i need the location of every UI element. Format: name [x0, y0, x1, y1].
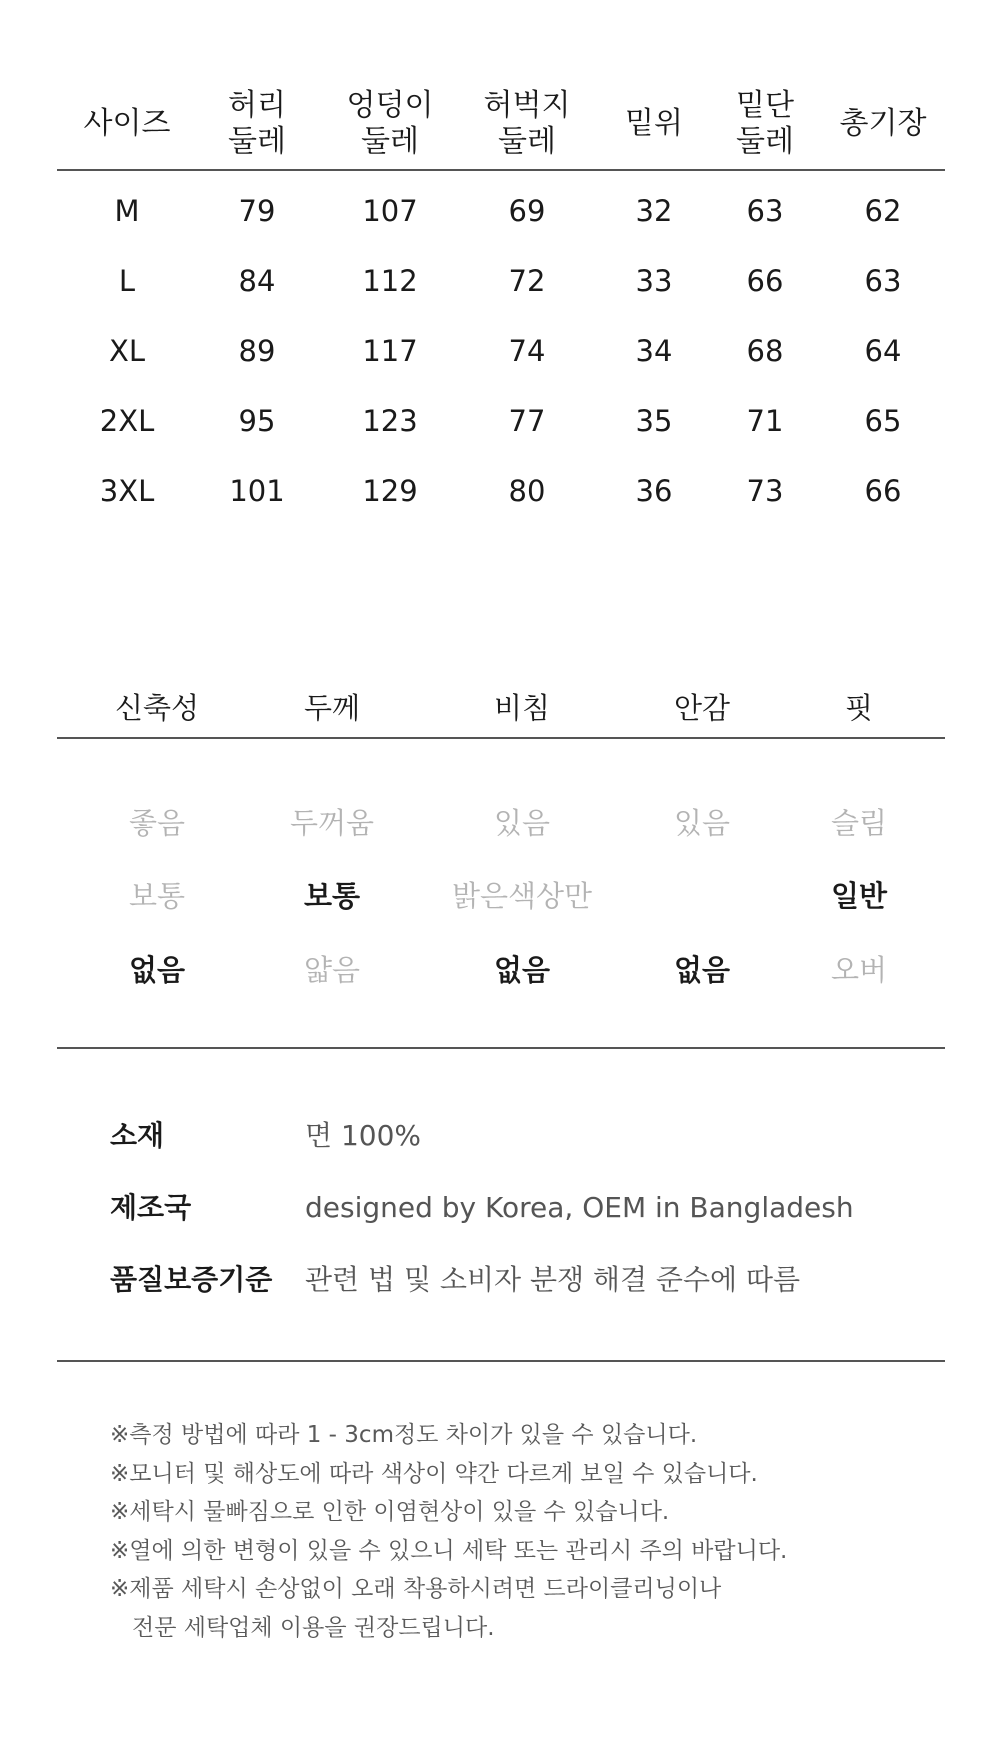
info-bottom-divider: [57, 1360, 945, 1362]
size-cell: 63: [746, 194, 784, 228]
property-option: 있음: [493, 806, 551, 840]
property-option: 보통: [303, 879, 361, 913]
size-cell: 95: [238, 404, 276, 438]
size-cell: 62: [864, 194, 902, 228]
care-notes: [110, 1416, 940, 1647]
size-row-m: [57, 186, 945, 236]
size-header-hem: 밑단 둘레: [736, 88, 794, 159]
note-line: ※모니터 및 해상도에 따라 색상이 약간 다르게 보일 수 있습니다.: [110, 1460, 758, 1487]
size-cell: 80: [508, 474, 546, 508]
note-line: 전문 세탁업체 이용을 권장드립니다.: [132, 1614, 495, 1641]
note-line: ※측정 방법에 따라 1 - 3cm정도 차이가 있을 수 있습니다.: [110, 1422, 698, 1448]
property-option: 밝은색상만: [451, 879, 593, 913]
size-cell: 71: [746, 404, 784, 438]
size-cell: 63: [864, 264, 902, 298]
property-header-stretch: 신축성: [114, 691, 200, 725]
size-row-2xl: [57, 396, 945, 446]
size-cell: 35: [635, 404, 673, 438]
property-option: 얇음: [303, 953, 361, 987]
property-option: 두꺼움: [289, 806, 375, 840]
size-cell: 107: [362, 194, 418, 228]
size-row-3xl: [57, 466, 945, 516]
size-header-thigh: 허벅지 둘레: [483, 88, 571, 159]
size-cell: M: [114, 194, 140, 228]
property-option: 일반: [830, 879, 888, 913]
size-cell: 112: [362, 264, 418, 298]
size-cell: 77: [508, 404, 546, 438]
size-cell: 68: [746, 334, 784, 368]
note-line: ※열에 의한 변형이 있을 수 있으니 세탁 또는 관리시 주의 바랍니다.: [110, 1537, 788, 1564]
size-cell: 3XL: [99, 474, 155, 508]
properties-bottom-divider: [57, 1047, 945, 1049]
size-cell: 89: [238, 334, 276, 368]
size-header-waist: 허리 둘레: [228, 88, 286, 159]
size-cell: 123: [362, 404, 418, 438]
size-cell: 2XL: [99, 404, 155, 438]
size-cell: 101: [229, 474, 285, 508]
info-value: 관련 법 및 소비자 분쟁 해결 준수에 따름: [305, 1263, 801, 1296]
property-option: 없음: [128, 953, 186, 987]
info-row-material: [110, 1111, 950, 1161]
info-row-origin: [110, 1183, 950, 1233]
size-cell: XL: [108, 334, 146, 368]
size-cell: 73: [746, 474, 784, 508]
size-table-header: [57, 84, 945, 164]
size-cell: 34: [635, 334, 673, 368]
property-header-fit: 핏: [844, 691, 873, 725]
info-label: 소재: [110, 1119, 165, 1152]
property-option: 없음: [673, 953, 731, 987]
property-option: 슬림: [830, 806, 888, 840]
property-option: 오버: [830, 953, 888, 987]
size-cell: 65: [864, 404, 902, 438]
size-cell: 33: [635, 264, 673, 298]
property-option: 있음: [673, 806, 731, 840]
size-cell: 66: [746, 264, 784, 298]
property-header-thickness: 두께: [303, 691, 361, 725]
property-option: 보통: [128, 879, 186, 913]
info-row-quality: [110, 1255, 950, 1305]
size-cell: 69: [508, 194, 546, 228]
size-header-rise: 밑위: [625, 106, 683, 141]
size-cell: 64: [864, 334, 902, 368]
note-line: ※세탁시 물빠짐으로 인한 이염현상이 있을 수 있습니다.: [110, 1499, 670, 1525]
size-cell: 79: [238, 194, 276, 228]
size-row-xl: [57, 326, 945, 376]
size-header-divider: [57, 169, 945, 171]
size-row-l: [57, 256, 945, 306]
size-header-length: 총기장: [839, 106, 927, 141]
properties-header: [57, 683, 945, 733]
size-header-hip: 엉덩이 둘레: [346, 88, 434, 159]
size-cell: 66: [864, 474, 902, 508]
properties-header-divider: [57, 737, 945, 739]
size-cell: 72: [508, 264, 546, 298]
size-cell: 117: [362, 334, 418, 368]
info-value: 면 100%: [305, 1119, 421, 1152]
size-cell: 129: [362, 474, 418, 508]
note-line: ※제품 세탁시 손상없이 오래 착용하시려면 드라이클리닝이나: [110, 1576, 722, 1602]
property-header-lining: 안감: [673, 691, 731, 725]
info-value: designed by Korea, OEM in Bangladesh: [305, 1191, 854, 1224]
property-option: 없음: [493, 953, 551, 987]
size-cell: L: [118, 264, 136, 298]
size-cell: 36: [635, 474, 673, 508]
info-label: 품질보증기준: [110, 1263, 273, 1296]
property-option: 좋음: [128, 806, 186, 840]
size-cell: 32: [635, 194, 673, 228]
size-header-size: 사이즈: [83, 106, 171, 141]
size-cell: 84: [238, 264, 276, 298]
property-header-sheerness: 비침: [493, 691, 551, 725]
size-cell: 74: [508, 334, 546, 368]
info-label: 제조국: [110, 1191, 192, 1224]
